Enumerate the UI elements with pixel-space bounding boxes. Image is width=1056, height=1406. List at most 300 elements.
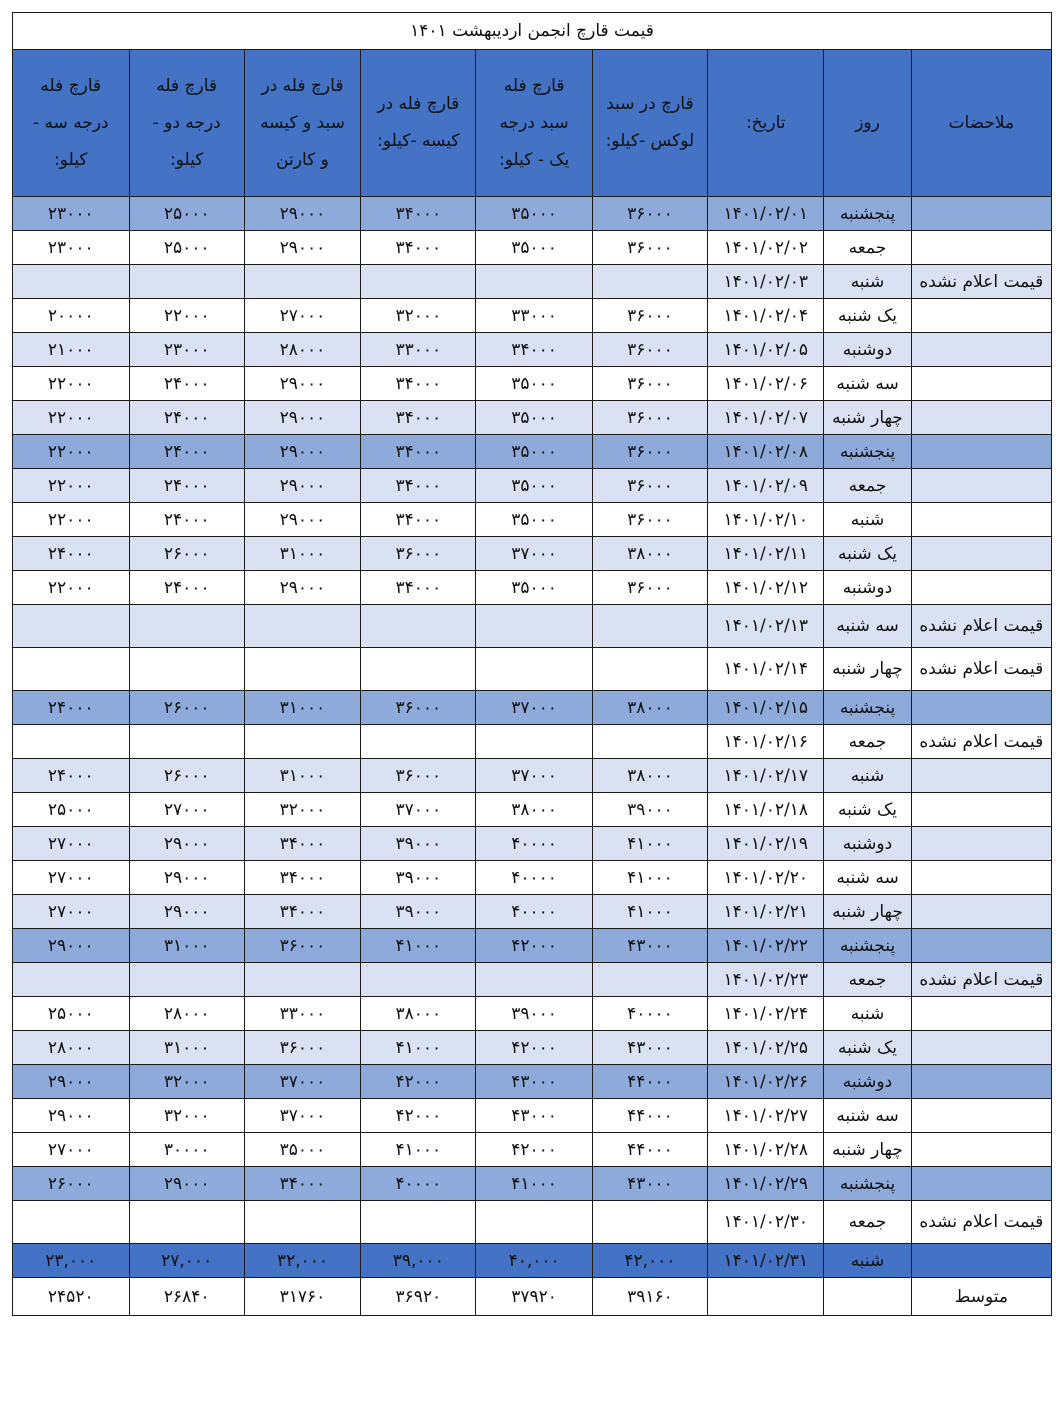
price-grade3: ۲۵۰۰۰ <box>13 793 130 827</box>
day-cell: سه شنبه <box>824 605 911 648</box>
price-grade3: ۲۲۰۰۰ <box>13 503 130 537</box>
note-cell <box>911 571 1051 605</box>
date-cell: ۱۴۰۱/۰۲/۱۸ <box>708 793 824 827</box>
table-row <box>13 1167 1052 1201</box>
note-cell <box>911 469 1051 503</box>
price-lux: ۴۳۰۰۰ <box>592 1167 707 1201</box>
price-lux: ۳۶۰۰۰ <box>592 469 707 503</box>
price-bulk-bag: ۳۴۰۰۰ <box>361 401 476 435</box>
price-grade3: ۲۰۰۰۰ <box>13 299 130 333</box>
price-lux: ۴۱۰۰۰ <box>592 827 707 861</box>
date-cell: ۱۴۰۱/۰۲/۱۵ <box>708 691 824 725</box>
price-grade2: ۲۹۰۰۰ <box>129 827 244 861</box>
price-lux: ۳۶۰۰۰ <box>592 435 707 469</box>
table-row <box>13 197 1052 231</box>
price-grade2: ۲۵۰۰۰ <box>129 197 244 231</box>
table-row <box>13 503 1052 537</box>
price-bulk-bag: ۳۴۰۰۰ <box>361 367 476 401</box>
price-lux: ۴۳۰۰۰ <box>592 1031 707 1065</box>
price-grade2: ۲۵۰۰۰ <box>129 231 244 265</box>
price-grade2 <box>129 1201 244 1244</box>
table-body <box>13 197 1052 1278</box>
day-cell: دوشنبه <box>824 333 911 367</box>
price-bulk-carton: ۳۴۰۰۰ <box>244 827 360 861</box>
table-row <box>13 929 1052 963</box>
price-grade3 <box>13 265 130 299</box>
price-bulk-carton: ۲۹۰۰۰ <box>244 401 360 435</box>
table-row <box>13 537 1052 571</box>
day-cell: دوشنبه <box>824 1065 911 1099</box>
note-cell <box>911 1031 1051 1065</box>
table-row <box>13 963 1052 997</box>
price-lux <box>592 648 707 691</box>
table-row <box>13 691 1052 725</box>
price-bulk-bag <box>361 605 476 648</box>
header-bulk-bag: قارچ فله در کیسه -کیلو: <box>361 50 476 197</box>
price-bulk-carton <box>244 725 360 759</box>
price-bulk-bag <box>361 648 476 691</box>
price-grade1-basket: ۴۱۰۰۰ <box>476 1167 592 1201</box>
price-grade1-basket: ۳۷۰۰۰ <box>476 537 592 571</box>
date-cell: ۱۴۰۱/۰۲/۲۶ <box>708 1065 824 1099</box>
table-row <box>13 367 1052 401</box>
price-bulk-carton: ۲۷۰۰۰ <box>244 299 360 333</box>
price-bulk-bag: ۳۴۰۰۰ <box>361 469 476 503</box>
table-row <box>13 793 1052 827</box>
table-title: قیمت قارچ انجمن اردیبهشت ۱۴۰۱ <box>13 13 1052 50</box>
note-cell: قیمت اعلام نشده <box>911 963 1051 997</box>
price-bulk-bag: ۳۴۰۰۰ <box>361 231 476 265</box>
table-row <box>13 299 1052 333</box>
table-row <box>13 895 1052 929</box>
note-cell <box>911 231 1051 265</box>
date-cell: ۱۴۰۱/۰۲/۰۴ <box>708 299 824 333</box>
note-cell <box>911 299 1051 333</box>
price-grade1-basket: ۳۷۰۰۰ <box>476 691 592 725</box>
price-grade1-basket: ۴۰,۰۰۰ <box>476 1244 592 1278</box>
date-cell: ۱۴۰۱/۰۲/۱۴ <box>708 648 824 691</box>
price-grade1-basket: ۳۵۰۰۰ <box>476 231 592 265</box>
price-grade3: ۲۷۰۰۰ <box>13 895 130 929</box>
note-cell <box>911 929 1051 963</box>
average-date <box>708 1278 824 1316</box>
price-grade1-basket: ۴۰۰۰۰ <box>476 861 592 895</box>
price-grade1-basket: ۳۵۰۰۰ <box>476 571 592 605</box>
header-day: روز <box>824 50 911 197</box>
average-label: متوسط <box>911 1278 1051 1316</box>
price-bulk-bag <box>361 1201 476 1244</box>
header-notes: ملاحضات <box>911 50 1051 197</box>
price-lux: ۳۶۰۰۰ <box>592 367 707 401</box>
price-grade1-basket: ۳۵۰۰۰ <box>476 469 592 503</box>
average-bulk-bag: ۳۶۹۲۰ <box>361 1278 476 1316</box>
price-lux: ۳۹۰۰۰ <box>592 793 707 827</box>
date-cell: ۱۴۰۱/۰۲/۲۵ <box>708 1031 824 1065</box>
note-cell <box>911 333 1051 367</box>
price-grade2: ۲۲۰۰۰ <box>129 299 244 333</box>
header-lux-basket: قارچ در سبد لوکس -کیلو: <box>592 50 707 197</box>
price-bulk-bag: ۳۹۰۰۰ <box>361 827 476 861</box>
header-grade3: قارچ فله درجه سه - کیلو: <box>13 50 130 197</box>
price-lux: ۴۱۰۰۰ <box>592 861 707 895</box>
date-cell: ۱۴۰۱/۰۲/۲۳ <box>708 963 824 997</box>
price-grade1-basket: ۴۳۰۰۰ <box>476 1065 592 1099</box>
price-bulk-bag: ۳۹۰۰۰ <box>361 861 476 895</box>
day-cell: پنجشنبه <box>824 435 911 469</box>
price-bulk-bag: ۳۴۰۰۰ <box>361 435 476 469</box>
price-grade3 <box>13 725 130 759</box>
price-bulk-bag: ۳۸۰۰۰ <box>361 997 476 1031</box>
date-cell: ۱۴۰۱/۰۲/۰۶ <box>708 367 824 401</box>
table-row <box>13 1099 1052 1133</box>
date-cell: ۱۴۰۱/۰۲/۱۷ <box>708 759 824 793</box>
note-cell <box>911 861 1051 895</box>
price-grade2 <box>129 963 244 997</box>
price-bulk-carton: ۳۲,۰۰۰ <box>244 1244 360 1278</box>
day-cell: پنجشنبه <box>824 1167 911 1201</box>
price-bulk-carton <box>244 1201 360 1244</box>
price-grade2: ۳۱۰۰۰ <box>129 1031 244 1065</box>
price-grade3: ۲۶۰۰۰ <box>13 1167 130 1201</box>
date-cell: ۱۴۰۱/۰۲/۲۷ <box>708 1099 824 1133</box>
price-bulk-carton: ۳۴۰۰۰ <box>244 1167 360 1201</box>
price-grade2: ۲۷,۰۰۰ <box>129 1244 244 1278</box>
price-bulk-bag: ۴۰۰۰۰ <box>361 1167 476 1201</box>
note-cell <box>911 503 1051 537</box>
price-bulk-bag <box>361 963 476 997</box>
table-row <box>13 1201 1052 1244</box>
price-grade1-basket: ۳۵۰۰۰ <box>476 401 592 435</box>
price-grade1-basket <box>476 963 592 997</box>
date-cell: ۱۴۰۱/۰۲/۰۱ <box>708 197 824 231</box>
day-cell: دوشنبه <box>824 827 911 861</box>
day-cell: سه شنبه <box>824 367 911 401</box>
price-bulk-carton: ۳۱۰۰۰ <box>244 691 360 725</box>
price-grade2: ۳۲۰۰۰ <box>129 1065 244 1099</box>
table-row <box>13 435 1052 469</box>
table-row <box>13 231 1052 265</box>
note-cell <box>911 895 1051 929</box>
price-bulk-bag: ۳۹۰۰۰ <box>361 895 476 929</box>
table-row <box>13 1244 1052 1278</box>
day-cell: یک شنبه <box>824 537 911 571</box>
date-cell: ۱۴۰۱/۰۲/۱۲ <box>708 571 824 605</box>
price-bulk-carton <box>244 605 360 648</box>
date-cell: ۱۴۰۱/۰۲/۰۲ <box>708 231 824 265</box>
day-cell: پنجشنبه <box>824 691 911 725</box>
note-cell <box>911 1244 1051 1278</box>
date-cell: ۱۴۰۱/۰۲/۲۱ <box>708 895 824 929</box>
price-grade2: ۲۶۰۰۰ <box>129 759 244 793</box>
note-cell: قیمت اعلام نشده <box>911 265 1051 299</box>
price-grade3: ۲۲۰۰۰ <box>13 367 130 401</box>
note-cell <box>911 537 1051 571</box>
table-row <box>13 1133 1052 1167</box>
price-grade1-basket: ۳۳۰۰۰ <box>476 299 592 333</box>
price-bulk-bag: ۳۶۰۰۰ <box>361 691 476 725</box>
date-cell: ۱۴۰۱/۰۲/۳۱ <box>708 1244 824 1278</box>
price-grade2: ۲۳۰۰۰ <box>129 333 244 367</box>
price-bulk-bag: ۴۱۰۰۰ <box>361 1031 476 1065</box>
price-grade1-basket: ۴۲۰۰۰ <box>476 1031 592 1065</box>
price-table <box>12 12 1052 1316</box>
price-bulk-bag <box>361 265 476 299</box>
price-lux: ۳۶۰۰۰ <box>592 333 707 367</box>
header-grade2: قارچ فله درجه دو - کیلو: <box>129 50 244 197</box>
table-row <box>13 571 1052 605</box>
header-grade1-basket: قارچ فله سبد درجه یک - کیلو: <box>476 50 592 197</box>
note-cell: قیمت اعلام نشده <box>911 605 1051 648</box>
price-bulk-bag: ۳۴۰۰۰ <box>361 503 476 537</box>
price-bulk-carton: ۲۹۰۰۰ <box>244 197 360 231</box>
day-cell: دوشنبه <box>824 571 911 605</box>
table-row <box>13 401 1052 435</box>
day-cell: شنبه <box>824 1244 911 1278</box>
price-bulk-carton: ۳۲۰۰۰ <box>244 793 360 827</box>
price-bulk-carton: ۳۷۰۰۰ <box>244 1099 360 1133</box>
price-grade2: ۳۲۰۰۰ <box>129 1099 244 1133</box>
price-bulk-bag: ۳۷۰۰۰ <box>361 793 476 827</box>
note-cell <box>911 759 1051 793</box>
price-grade2: ۲۹۰۰۰ <box>129 895 244 929</box>
date-cell: ۱۴۰۱/۰۲/۰۵ <box>708 333 824 367</box>
price-grade3: ۲۷۰۰۰ <box>13 861 130 895</box>
date-cell: ۱۴۰۱/۰۲/۲۴ <box>708 997 824 1031</box>
price-grade1-basket: ۴۰۰۰۰ <box>476 895 592 929</box>
price-grade3: ۲۷۰۰۰ <box>13 1133 130 1167</box>
price-lux: ۴۴۰۰۰ <box>592 1133 707 1167</box>
date-cell: ۱۴۰۱/۰۲/۱۰ <box>708 503 824 537</box>
price-lux: ۴۱۰۰۰ <box>592 895 707 929</box>
price-grade1-basket <box>476 605 592 648</box>
price-grade2: ۲۸۰۰۰ <box>129 997 244 1031</box>
price-grade2: ۲۴۰۰۰ <box>129 367 244 401</box>
date-cell: ۱۴۰۱/۰۲/۲۲ <box>708 929 824 963</box>
price-bulk-carton: ۳۱۰۰۰ <box>244 759 360 793</box>
price-grade3: ۲۲۰۰۰ <box>13 469 130 503</box>
date-cell: ۱۴۰۱/۰۲/۲۸ <box>708 1133 824 1167</box>
day-cell: چهار شنبه <box>824 895 911 929</box>
price-grade1-basket: ۳۵۰۰۰ <box>476 197 592 231</box>
date-cell: ۱۴۰۱/۰۲/۱۱ <box>708 537 824 571</box>
table-row <box>13 333 1052 367</box>
price-grade1-basket: ۳۴۰۰۰ <box>476 333 592 367</box>
price-bulk-carton: ۳۴۰۰۰ <box>244 861 360 895</box>
date-cell: ۱۴۰۱/۰۲/۰۳ <box>708 265 824 299</box>
table-row <box>13 605 1052 648</box>
day-cell: پنجشنبه <box>824 929 911 963</box>
price-bulk-bag: ۴۲۰۰۰ <box>361 1099 476 1133</box>
price-grade2: ۲۶۰۰۰ <box>129 537 244 571</box>
date-cell: ۱۴۰۱/۰۲/۱۹ <box>708 827 824 861</box>
price-grade1-basket: ۴۲۰۰۰ <box>476 929 592 963</box>
table-row <box>13 861 1052 895</box>
note-cell <box>911 691 1051 725</box>
price-grade1-basket: ۳۹۰۰۰ <box>476 997 592 1031</box>
price-bulk-bag: ۴۱۰۰۰ <box>361 929 476 963</box>
day-cell: جمعه <box>824 725 911 759</box>
price-grade1-basket: ۴۰۰۰۰ <box>476 827 592 861</box>
price-lux: ۳۶۰۰۰ <box>592 571 707 605</box>
price-lux: ۳۶۰۰۰ <box>592 401 707 435</box>
price-lux <box>592 605 707 648</box>
price-bulk-bag: ۴۱۰۰۰ <box>361 1133 476 1167</box>
date-cell: ۱۴۰۱/۰۲/۰۸ <box>708 435 824 469</box>
price-grade1-basket: ۴۳۰۰۰ <box>476 1099 592 1133</box>
price-bulk-carton <box>244 648 360 691</box>
price-grade1-basket: ۳۵۰۰۰ <box>476 367 592 401</box>
note-cell <box>911 827 1051 861</box>
price-grade3: ۲۴۰۰۰ <box>13 691 130 725</box>
table-row <box>13 469 1052 503</box>
price-bulk-carton: ۳۶۰۰۰ <box>244 929 360 963</box>
price-grade2: ۲۴۰۰۰ <box>129 401 244 435</box>
price-lux <box>592 265 707 299</box>
day-cell: شنبه <box>824 503 911 537</box>
price-grade2: ۲۴۰۰۰ <box>129 435 244 469</box>
price-grade3 <box>13 1201 130 1244</box>
table-row <box>13 1065 1052 1099</box>
day-cell: یک شنبه <box>824 1031 911 1065</box>
price-grade2: ۲۴۰۰۰ <box>129 571 244 605</box>
table-row <box>13 725 1052 759</box>
price-grade2: ۲۹۰۰۰ <box>129 861 244 895</box>
day-cell: یک شنبه <box>824 793 911 827</box>
header-bulk-carton: قارچ فله در سبد و کیسه و کارتن <box>244 50 360 197</box>
day-cell: جمعه <box>824 963 911 997</box>
note-cell <box>911 1133 1051 1167</box>
price-lux: ۳۸۰۰۰ <box>592 537 707 571</box>
price-grade2: ۳۰۰۰۰ <box>129 1133 244 1167</box>
average-grade1-basket: ۳۷۹۲۰ <box>476 1278 592 1316</box>
price-grade1-basket: ۴۲۰۰۰ <box>476 1133 592 1167</box>
price-lux: ۳۶۰۰۰ <box>592 299 707 333</box>
price-grade3 <box>13 605 130 648</box>
note-cell <box>911 435 1051 469</box>
header-date: تاریخ: <box>708 50 824 197</box>
price-grade2: ۲۷۰۰۰ <box>129 793 244 827</box>
price-lux: ۳۸۰۰۰ <box>592 759 707 793</box>
price-grade3: ۲۹۰۰۰ <box>13 1065 130 1099</box>
price-lux: ۳۶۰۰۰ <box>592 503 707 537</box>
day-cell: چهار شنبه <box>824 401 911 435</box>
note-cell <box>911 1167 1051 1201</box>
price-grade3: ۲۳,۰۰۰ <box>13 1244 130 1278</box>
note-cell <box>911 401 1051 435</box>
price-grade2 <box>129 265 244 299</box>
note-cell: قیمت اعلام نشده <box>911 725 1051 759</box>
day-cell: جمعه <box>824 1201 911 1244</box>
day-cell: جمعه <box>824 469 911 503</box>
day-cell: شنبه <box>824 997 911 1031</box>
day-cell: شنبه <box>824 759 911 793</box>
price-lux <box>592 725 707 759</box>
day-cell: سه شنبه <box>824 1099 911 1133</box>
price-bulk-carton: ۲۹۰۰۰ <box>244 435 360 469</box>
price-bulk-bag: ۳۶۰۰۰ <box>361 759 476 793</box>
price-bulk-carton: ۳۶۰۰۰ <box>244 1031 360 1065</box>
price-bulk-carton: ۲۹۰۰۰ <box>244 571 360 605</box>
date-cell: ۱۴۰۱/۰۲/۱۳ <box>708 605 824 648</box>
table-row <box>13 265 1052 299</box>
price-bulk-carton: ۳۴۰۰۰ <box>244 895 360 929</box>
price-bulk-bag: ۳۳۰۰۰ <box>361 333 476 367</box>
table-row <box>13 827 1052 861</box>
price-grade3: ۲۴۰۰۰ <box>13 759 130 793</box>
price-grade3: ۲۲۰۰۰ <box>13 571 130 605</box>
price-bulk-bag <box>361 725 476 759</box>
price-grade3: ۲۷۰۰۰ <box>13 827 130 861</box>
price-bulk-carton: ۲۸۰۰۰ <box>244 333 360 367</box>
price-grade3: ۲۲۰۰۰ <box>13 435 130 469</box>
note-cell <box>911 1065 1051 1099</box>
average-grade3: ۲۴۵۲۰ <box>13 1278 130 1316</box>
average-bulk-carton: ۳۱۷۶۰ <box>244 1278 360 1316</box>
price-lux: ۴۰۰۰۰ <box>592 997 707 1031</box>
table-row <box>13 1031 1052 1065</box>
date-cell: ۱۴۰۱/۰۲/۱۶ <box>708 725 824 759</box>
price-grade2: ۲۴۰۰۰ <box>129 469 244 503</box>
price-grade1-basket <box>476 265 592 299</box>
price-bulk-carton: ۲۹۰۰۰ <box>244 367 360 401</box>
price-grade1-basket <box>476 725 592 759</box>
price-grade1-basket: ۳۷۰۰۰ <box>476 759 592 793</box>
price-bulk-carton: ۳۵۰۰۰ <box>244 1133 360 1167</box>
price-grade1-basket <box>476 1201 592 1244</box>
price-grade1-basket: ۳۸۰۰۰ <box>476 793 592 827</box>
price-bulk-bag: ۳۹,۰۰۰ <box>361 1244 476 1278</box>
price-bulk-bag: ۳۴۰۰۰ <box>361 571 476 605</box>
day-cell: یک شنبه <box>824 299 911 333</box>
price-bulk-bag: ۳۶۰۰۰ <box>361 537 476 571</box>
price-grade3 <box>13 648 130 691</box>
price-bulk-carton: ۳۱۰۰۰ <box>244 537 360 571</box>
table-row <box>13 997 1052 1031</box>
date-cell: ۱۴۰۱/۰۲/۳۰ <box>708 1201 824 1244</box>
price-bulk-carton <box>244 963 360 997</box>
price-bulk-carton: ۲۹۰۰۰ <box>244 469 360 503</box>
price-grade3: ۲۵۰۰۰ <box>13 997 130 1031</box>
price-grade1-basket: ۳۵۰۰۰ <box>476 503 592 537</box>
price-grade3: ۲۹۰۰۰ <box>13 1099 130 1133</box>
note-cell: قیمت اعلام نشده <box>911 1201 1051 1244</box>
price-grade2 <box>129 648 244 691</box>
price-lux <box>592 963 707 997</box>
price-grade3: ۲۹۰۰۰ <box>13 929 130 963</box>
average-grade2: ۲۶۸۴۰ <box>129 1278 244 1316</box>
average-lux: ۳۹۱۶۰ <box>592 1278 707 1316</box>
price-lux: ۴۴۰۰۰ <box>592 1065 707 1099</box>
price-grade1-basket <box>476 648 592 691</box>
note-cell: قیمت اعلام نشده <box>911 648 1051 691</box>
table-row <box>13 648 1052 691</box>
price-bulk-bag: ۴۲۰۰۰ <box>361 1065 476 1099</box>
price-grade3: ۲۸۰۰۰ <box>13 1031 130 1065</box>
note-cell <box>911 997 1051 1031</box>
price-lux <box>592 1201 707 1244</box>
price-lux: ۴۳۰۰۰ <box>592 929 707 963</box>
day-cell: شنبه <box>824 265 911 299</box>
day-cell: سه شنبه <box>824 861 911 895</box>
price-grade1-basket: ۳۵۰۰۰ <box>476 435 592 469</box>
day-cell: چهار شنبه <box>824 648 911 691</box>
price-grade2 <box>129 605 244 648</box>
date-cell: ۱۴۰۱/۰۲/۲۹ <box>708 1167 824 1201</box>
price-grade3: ۲۳۰۰۰ <box>13 231 130 265</box>
price-lux: ۴۴۰۰۰ <box>592 1099 707 1133</box>
price-grade3: ۲۳۰۰۰ <box>13 197 130 231</box>
average-day <box>824 1278 911 1316</box>
